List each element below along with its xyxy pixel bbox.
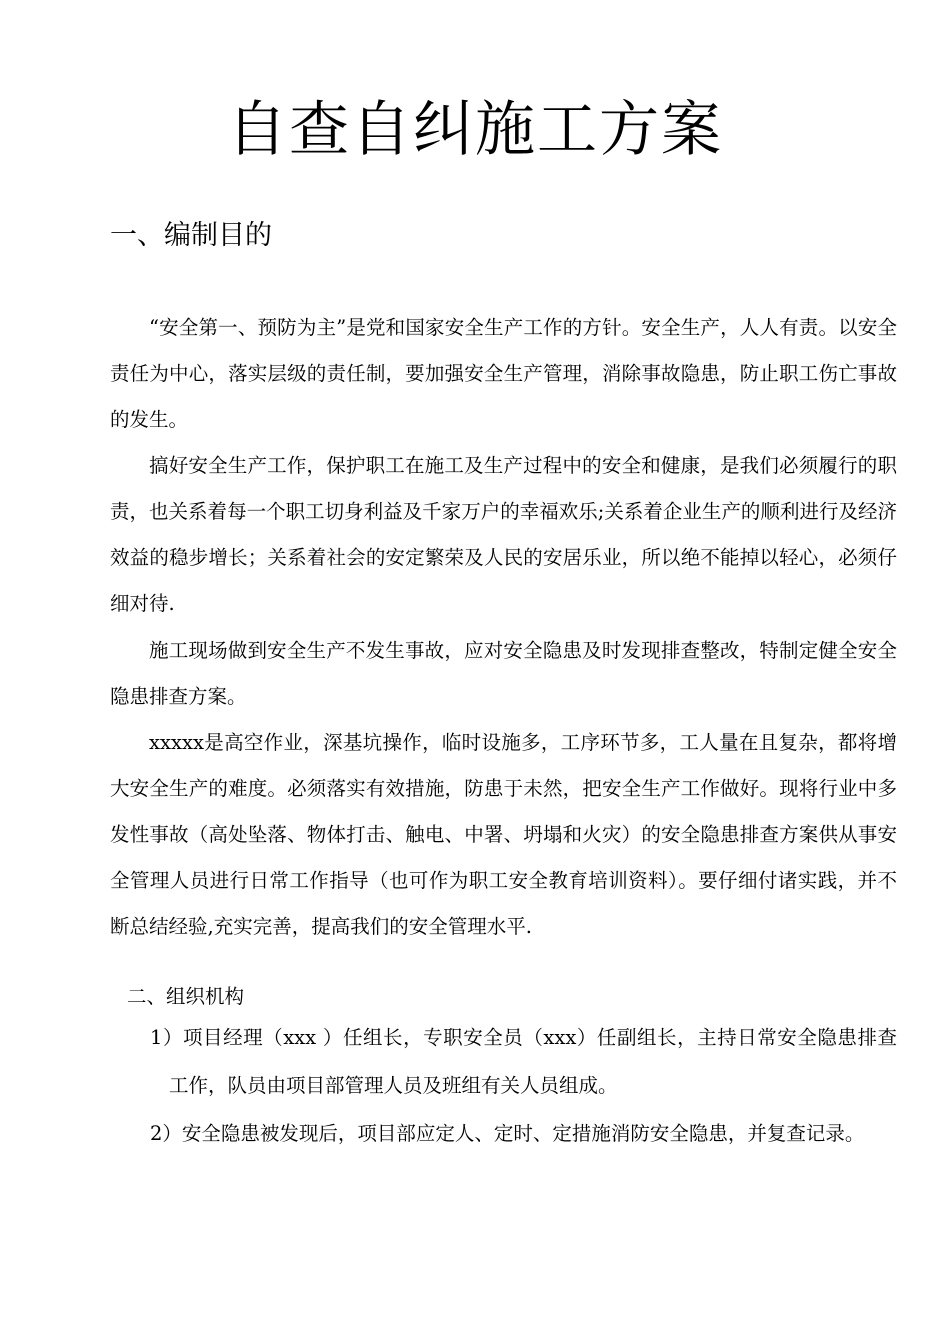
paragraph-safety-duty — [110, 443, 897, 627]
paragraph-safety-policy — [110, 305, 897, 443]
paragraph-hazard-plan — [110, 628, 897, 720]
paragraph-text: 施工现场做到安全生产不发生事故，应对安全隐患及时发现排查整改，特制定健全安全隐患排查方案。 — [110, 639, 897, 708]
list-item: 1）项目经理（xxx ）任组长，专职安全员（xxx）任副组长，主持日常安全隐患排查工作，队员由项目部管理人员及班组有关人员组成。 — [150, 1026, 897, 1097]
paragraph-text: xxxxx是高空作业，深基坑操作，临时设施多，工序环节多，工人量在且复杂，都将增大安全生产的难度。必须落实有效措施，防患于未然，把安全生产工作做好。现将行业中多发性事故（高处坠落、物体打击、触电、中署、坍塌和火灾）的安全隐患排查方案供从事安全管理人员进行日常工作指导（也可作为职工安全教育培训资料）。要仔细付诸实践，并不断总结经验,充实完善，提高我们的安全管理水平. — [110, 731, 897, 938]
document-title: 自查自纠施工方案 — [227, 95, 723, 165]
list-item: 2）安全隐患被发现后，项目部应定人、定时、定措施消防安全隐患，并复查记录。 — [150, 1122, 865, 1145]
section-heading-purpose: 一、编制目的 — [110, 220, 272, 251]
paragraph-text: 搞好安全生产工作，保护职工在施工及生产过程中的安全和健康，是我们必须履行的职责，也关系着每一个职工切身利益及千家万户的幸福欢乐;关系着企业生产的顺利进行及经济效益的稳步增长；关系着社会的安定繁荣及人民的安居乐业，所以绝不能掉以轻心，必须仔细对待. — [110, 454, 897, 615]
paragraph-text: “安全第一、预防为主”是党和国家安全生产工作的方针。安全生产，人人有责。以安全责任为中心，落实层级的责任制，要加强安全生产管理，消除事故隐患，防止职工伤亡事故的发生。 — [110, 316, 897, 431]
paragraph-project-risks — [110, 720, 897, 950]
section-heading-organization: 二、组织机构 — [127, 985, 245, 1008]
